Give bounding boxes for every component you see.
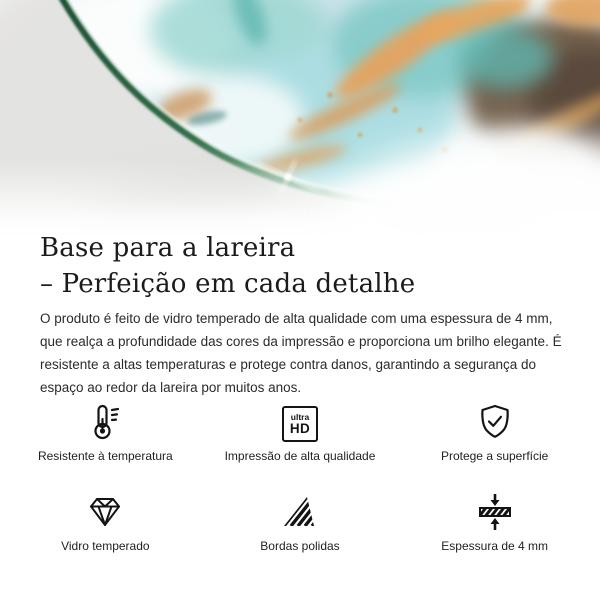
thermometer-icon <box>85 400 125 442</box>
ultra-hd-icon-text-top: ultra <box>290 411 310 422</box>
page-title <box>40 230 415 302</box>
feature-label: Protege a superfície <box>440 449 549 463</box>
diamond-icon <box>85 490 125 532</box>
page-title-line2: – Perfeição em cada detalhe <box>40 269 416 299</box>
feature-high-quality-print <box>203 400 398 463</box>
feature-protects-surface <box>397 400 592 463</box>
product-description: O produto é feito de vidro temperado de alta qualidade com uma espessura de 4 mm, que realça a profundidade das cores da impressão e proporciona um brilho elegante. É resistente a altas temperaturas e protege contra danos, garantindo a segurança do espaço ao redor da lareira por muitos anos. <box>40 311 562 395</box>
feature-4mm-thickness <box>397 490 592 553</box>
feature-grid <box>8 400 592 553</box>
ultra-hd-icon <box>282 400 318 442</box>
feature-tempered-glass <box>8 490 203 553</box>
feature-label: Espessura de 4 mm <box>441 539 549 553</box>
feature-label: Bordas polidas <box>260 539 340 553</box>
glass-panel-image <box>0 0 600 238</box>
thickness-icon <box>475 490 515 532</box>
page-title-line1: Base para a lareira <box>40 233 296 263</box>
ultra-hd-icon-text-bottom: HD <box>289 421 311 436</box>
product-photo <box>0 0 600 238</box>
feature-label: Vidro temperado <box>61 539 150 553</box>
shield-check-icon <box>475 400 515 442</box>
feature-label: Resistente à temperatura <box>37 449 173 463</box>
feature-label: Impressão de alta qualidade <box>224 449 376 463</box>
feature-polished-edges <box>203 490 398 553</box>
polished-edges-icon <box>280 490 320 532</box>
feature-temperature-resistant <box>8 400 203 463</box>
